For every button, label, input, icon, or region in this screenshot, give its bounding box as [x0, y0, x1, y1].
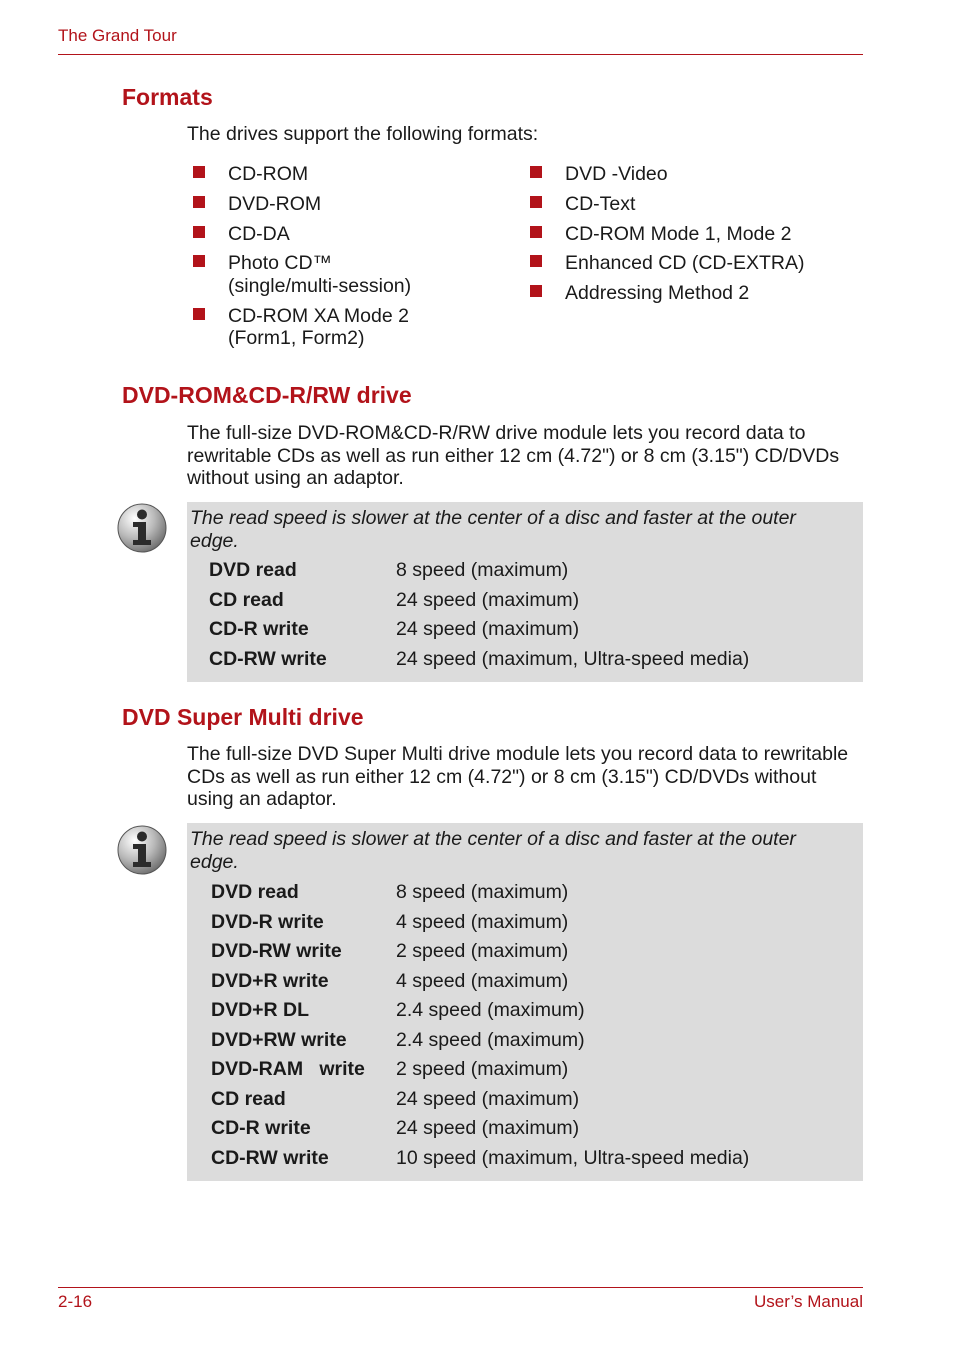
square-bullet-icon — [193, 166, 205, 178]
header-rule — [58, 54, 863, 55]
spec-name: CD read — [209, 588, 284, 611]
spec-value: 2 speed (maximum) — [396, 1058, 569, 1080]
square-bullet-icon — [530, 196, 542, 208]
formats-intro: The drives support the following formats: — [187, 123, 539, 145]
list-item: Addressing Method 2 — [530, 282, 850, 305]
spec-name: CD-RW write — [209, 647, 327, 670]
spec-name: DVD read — [211, 881, 299, 903]
spec-value: 24 speed (maximum) — [396, 1117, 580, 1139]
spec-value: 2 speed (maximum) — [396, 940, 569, 962]
formats-list-left — [193, 163, 493, 350]
spec-name: DVD+R DL — [211, 999, 310, 1021]
list-item: CD-ROM XA Mode 2 (Form1, Form2) — [193, 305, 493, 350]
list-item: Photo CD™ (single/multi-session) — [193, 252, 493, 297]
spec-name: DVD+RW write — [211, 1028, 347, 1051]
spec-name: CD read — [211, 1087, 286, 1110]
list-item: CD-DA — [193, 223, 493, 246]
list-item: CD-Text — [530, 193, 850, 216]
table-row — [187, 556, 863, 586]
square-bullet-icon — [193, 226, 205, 238]
dvdrom-description: The full-size DVD-ROM&CD-R/RW drive module lets you record data to rewritable CDs as well as run either 12 cm (4.72") or 8 cm (3.15") CD/DVDs without using an adaptor. — [187, 422, 840, 489]
table-row — [187, 586, 863, 616]
formats-heading: Formats — [122, 84, 213, 110]
manual-title: User’s Manual — [754, 1292, 863, 1311]
info-icon — [116, 502, 168, 554]
square-bullet-icon — [530, 255, 542, 267]
table-row — [187, 1026, 863, 1056]
table-row — [187, 996, 863, 1026]
square-bullet-icon — [193, 308, 205, 320]
spec-name: CD-RW write — [211, 1146, 329, 1169]
running-header: The Grand Tour — [58, 26, 177, 45]
spec-value: 4 speed (maximum) — [396, 910, 569, 933]
square-bullet-icon — [530, 166, 542, 178]
dvdrom-note-box — [187, 502, 863, 682]
table-row — [187, 908, 863, 938]
spec-value: 4 speed (maximum) — [396, 969, 569, 992]
spec-value: 10 speed (maximum, Ultra-speed media) — [396, 1146, 750, 1169]
spec-value: 24 speed (maximum) — [396, 588, 580, 611]
spec-name: CD-R write — [209, 618, 309, 640]
list-item: CD-ROM Mode 1, Mode 2 — [530, 223, 850, 246]
table-row — [187, 1055, 863, 1085]
supermulti-note: The read speed is slower at the center of a disc and faster at the outer edge. — [190, 828, 796, 873]
page-number: 2-16 — [58, 1292, 93, 1311]
spec-value: 8 speed (maximum) — [396, 559, 569, 581]
spec-name: CD-R write — [211, 1117, 311, 1139]
supermulti-description: The full-size DVD Super Multi drive module lets you record data to rewritable CDs as well as run either 12 cm (4.72") or 8 cm (3.15") CD/DVDs without using an adaptor. — [187, 743, 849, 810]
list-item: DVD -Video — [530, 163, 850, 186]
dvdrom-heading: DVD-ROM&CD-R/RW drive — [122, 382, 412, 408]
spec-name: DVD+R write — [211, 969, 329, 992]
dvdrom-note: The read speed is slower at the center of a disc and faster at the outer edge. — [190, 507, 796, 552]
supermulti-note-box — [187, 823, 863, 1181]
list-item: DVD-ROM — [193, 193, 493, 216]
table-row — [187, 615, 863, 645]
table-row — [187, 937, 863, 967]
table-row — [187, 967, 863, 997]
spec-value: 24 speed (maximum, Ultra-speed media) — [396, 647, 750, 670]
spec-value: 2.4 speed (maximum) — [396, 999, 585, 1021]
table-row — [187, 1114, 863, 1144]
info-icon — [116, 824, 168, 876]
table-row — [187, 1085, 863, 1115]
footer-rule — [58, 1287, 863, 1288]
table-row — [187, 878, 863, 908]
list-item: CD-ROM — [193, 163, 493, 186]
square-bullet-icon — [193, 255, 205, 267]
spec-value: 2.4 speed (maximum) — [396, 1028, 585, 1051]
list-item: Enhanced CD (CD-EXTRA) — [530, 252, 850, 275]
square-bullet-icon — [530, 226, 542, 238]
table-row — [187, 645, 863, 675]
square-bullet-icon — [530, 285, 542, 297]
spec-value: 24 speed (maximum) — [396, 1087, 580, 1110]
spec-name: DVD-RAM write — [211, 1058, 365, 1080]
spec-name: DVD read — [209, 559, 297, 581]
square-bullet-icon — [193, 196, 205, 208]
table-row — [187, 1144, 863, 1174]
spec-name: DVD-RW write — [211, 940, 342, 962]
spec-value: 8 speed (maximum) — [396, 881, 569, 903]
spec-name: DVD-R write — [211, 910, 324, 933]
supermulti-heading: DVD Super Multi drive — [122, 704, 364, 730]
formats-list-right — [530, 163, 850, 305]
spec-value: 24 speed (maximum) — [396, 618, 580, 640]
